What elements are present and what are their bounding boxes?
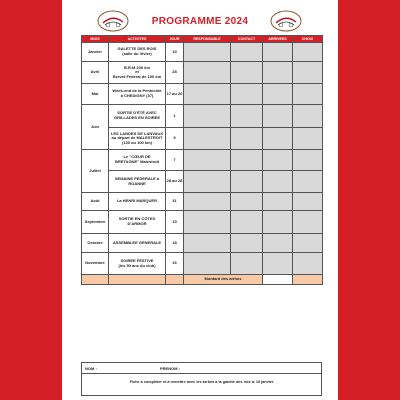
cell-responsible[interactable] [184, 171, 231, 193]
table-row [82, 234, 323, 253]
header-row [82, 36, 323, 43]
cell-activity [109, 150, 166, 171]
cell-month: Juin [82, 105, 109, 150]
activity-line: SEMAINE FEDERALE à [114, 175, 160, 181]
cell-activity [109, 105, 166, 128]
activity-line: SORTIE EN CÔTES [118, 216, 156, 222]
cell-month: Novembre [82, 253, 109, 275]
cell-choice[interactable] [293, 128, 323, 150]
cell-choice[interactable] [293, 253, 323, 275]
table-row [82, 211, 323, 234]
cell-choice[interactable] [293, 171, 323, 193]
page-title: PROGRAMME 2024 [151, 16, 249, 27]
cell-day: 9 [166, 128, 184, 150]
table-row [82, 150, 323, 171]
cell-deposit[interactable] [263, 171, 293, 193]
activity-line: La HENRI MARQUER [116, 198, 157, 204]
cell-responsible[interactable] [184, 43, 231, 62]
table-row [82, 128, 323, 150]
program-table [81, 35, 323, 285]
cell-deposit[interactable] [263, 84, 293, 105]
cell-day: 16 [166, 253, 184, 275]
cell-responsible[interactable] [184, 84, 231, 105]
activity-line: Week-end de la Pentecôte [112, 88, 162, 94]
cell-activity [109, 171, 166, 193]
activity-line: D'ARMOR [127, 221, 147, 226]
table-row [82, 253, 323, 275]
cell-deposit[interactable] [263, 150, 293, 171]
table-row [82, 171, 323, 193]
cell-deposit[interactable] [263, 105, 293, 128]
activity-line: GALETTE DES ROIS [117, 46, 157, 52]
activity-line: Brevet Fédéral de 100 km [112, 73, 162, 79]
cell-deposit[interactable] [263, 253, 293, 275]
cell-contact[interactable] [231, 253, 263, 275]
cell-month: Avril [82, 62, 109, 84]
cell-choice[interactable] [293, 62, 323, 84]
cell-month: Août [82, 193, 109, 211]
table-row [82, 62, 323, 84]
cell-contact[interactable] [231, 211, 263, 234]
cell-choice[interactable] [293, 150, 323, 171]
cell-day: 7 [166, 150, 184, 171]
cell-deposit[interactable] [263, 211, 293, 234]
cell-deposit[interactable] [263, 234, 293, 253]
cell-day: 28 [166, 62, 184, 84]
cell-activity [109, 43, 166, 62]
cell-choice[interactable] [293, 84, 323, 105]
cell-contact[interactable] [231, 62, 263, 84]
activity-line: LES LANDES DE LANVAUX [110, 130, 164, 136]
col-header-choice: CHOIX [293, 36, 323, 43]
activity-line: à CHEDIGNY (37) [120, 93, 154, 98]
cell-day: 18 [166, 234, 184, 253]
cell-contact[interactable] [231, 128, 263, 150]
cell-choice[interactable] [293, 43, 323, 62]
cell-responsible[interactable] [184, 234, 231, 253]
cell-day: 28 au 28 [166, 171, 184, 193]
name-label: NOM : [85, 366, 97, 371]
cell-deposit[interactable] [263, 43, 293, 62]
cell-day: 17 au 20 [166, 84, 184, 105]
cell-responsible[interactable] [184, 150, 231, 171]
cell-month: Juillet [82, 150, 109, 193]
cell-day: 19 [166, 43, 184, 62]
col-header-responsible: RESPONSABLE [184, 36, 231, 43]
total-amount-field[interactable] [263, 275, 293, 285]
table-row [82, 43, 323, 62]
table-row [82, 193, 323, 211]
activity-line: GRILLADES EN SOIREE [113, 115, 160, 120]
cell-contact[interactable] [231, 43, 263, 62]
activity-line: (salle du Vivier) [122, 51, 152, 56]
table-row [82, 84, 323, 105]
cell-activity [109, 211, 166, 234]
cell-choice[interactable] [293, 105, 323, 128]
cell-day: 31 [166, 193, 184, 211]
cell-month: Mai [82, 84, 109, 105]
cell-responsible[interactable] [184, 128, 231, 150]
cell-contact[interactable] [231, 105, 263, 128]
cell-responsible[interactable] [184, 193, 231, 211]
cell-activity [109, 193, 166, 211]
activity-line: Le "CŒUR DE [123, 154, 151, 160]
cell-deposit[interactable] [263, 62, 293, 84]
cell-day: 1 [166, 105, 184, 128]
activity-line: ASSEMBLEE GENERALE [112, 239, 162, 245]
activity-line: SOIREE FESTIVE [120, 257, 154, 263]
cell-responsible[interactable] [184, 211, 231, 234]
activity-line: au départ de MALESTROIT [111, 135, 163, 141]
cell-choice[interactable] [293, 211, 323, 234]
col-header-deposit: ARRIVEES [263, 36, 293, 43]
cell-day: 15 [166, 211, 184, 234]
total-row [82, 275, 323, 285]
name-row [81, 362, 322, 374]
col-header-activities: ACTIVITES [109, 36, 166, 43]
cell-choice[interactable] [293, 234, 323, 253]
activity-line: (les 50 ans du club) [118, 262, 156, 268]
cell-responsible[interactable] [184, 105, 231, 128]
total-label: Montant des arrhes [184, 275, 263, 285]
cell-contact[interactable] [231, 234, 263, 253]
cell-activity [109, 234, 166, 253]
activity-line: et [135, 69, 139, 75]
cell-month: Septembre [82, 211, 109, 234]
cell-month: Janvier [82, 43, 109, 62]
activity-line: (130 ou 100 km) [121, 139, 152, 145]
col-header-contact: CONTACT [231, 36, 263, 43]
cell-month: Octobre [82, 234, 109, 253]
program-sheet [62, 0, 338, 400]
activity-line: BRETAGNE" Malestroit [114, 159, 160, 164]
cell-choice[interactable] [293, 193, 323, 211]
footer-note: Fiche à compléter et à remettre avec les arrhes à la galette des rois le 19 janvier [81, 374, 322, 396]
cell-responsible[interactable] [184, 253, 231, 275]
cell-deposit[interactable] [263, 193, 293, 211]
cell-activity [109, 84, 166, 105]
cell-activity [109, 128, 166, 150]
col-header-day: JOUR [166, 36, 184, 43]
cell-contact[interactable] [231, 150, 263, 171]
cell-contact[interactable] [231, 193, 263, 211]
table-row [82, 105, 323, 128]
cell-contact[interactable] [231, 171, 263, 193]
cell-contact[interactable] [231, 84, 263, 105]
cell-deposit[interactable] [263, 128, 293, 150]
cell-responsible[interactable] [184, 62, 231, 84]
col-header-month: MOIS [82, 36, 109, 43]
activity-line: SORTIE D'ÉTÉ AVEC [117, 110, 157, 116]
cell-activity [109, 62, 166, 84]
activity-line: ROANNE [128, 180, 146, 186]
cell-activity [109, 253, 166, 275]
club-logo-right [270, 10, 302, 32]
activity-line: B.R.M 200 km [123, 64, 150, 70]
firstname-label: PRENOM : [160, 366, 180, 371]
